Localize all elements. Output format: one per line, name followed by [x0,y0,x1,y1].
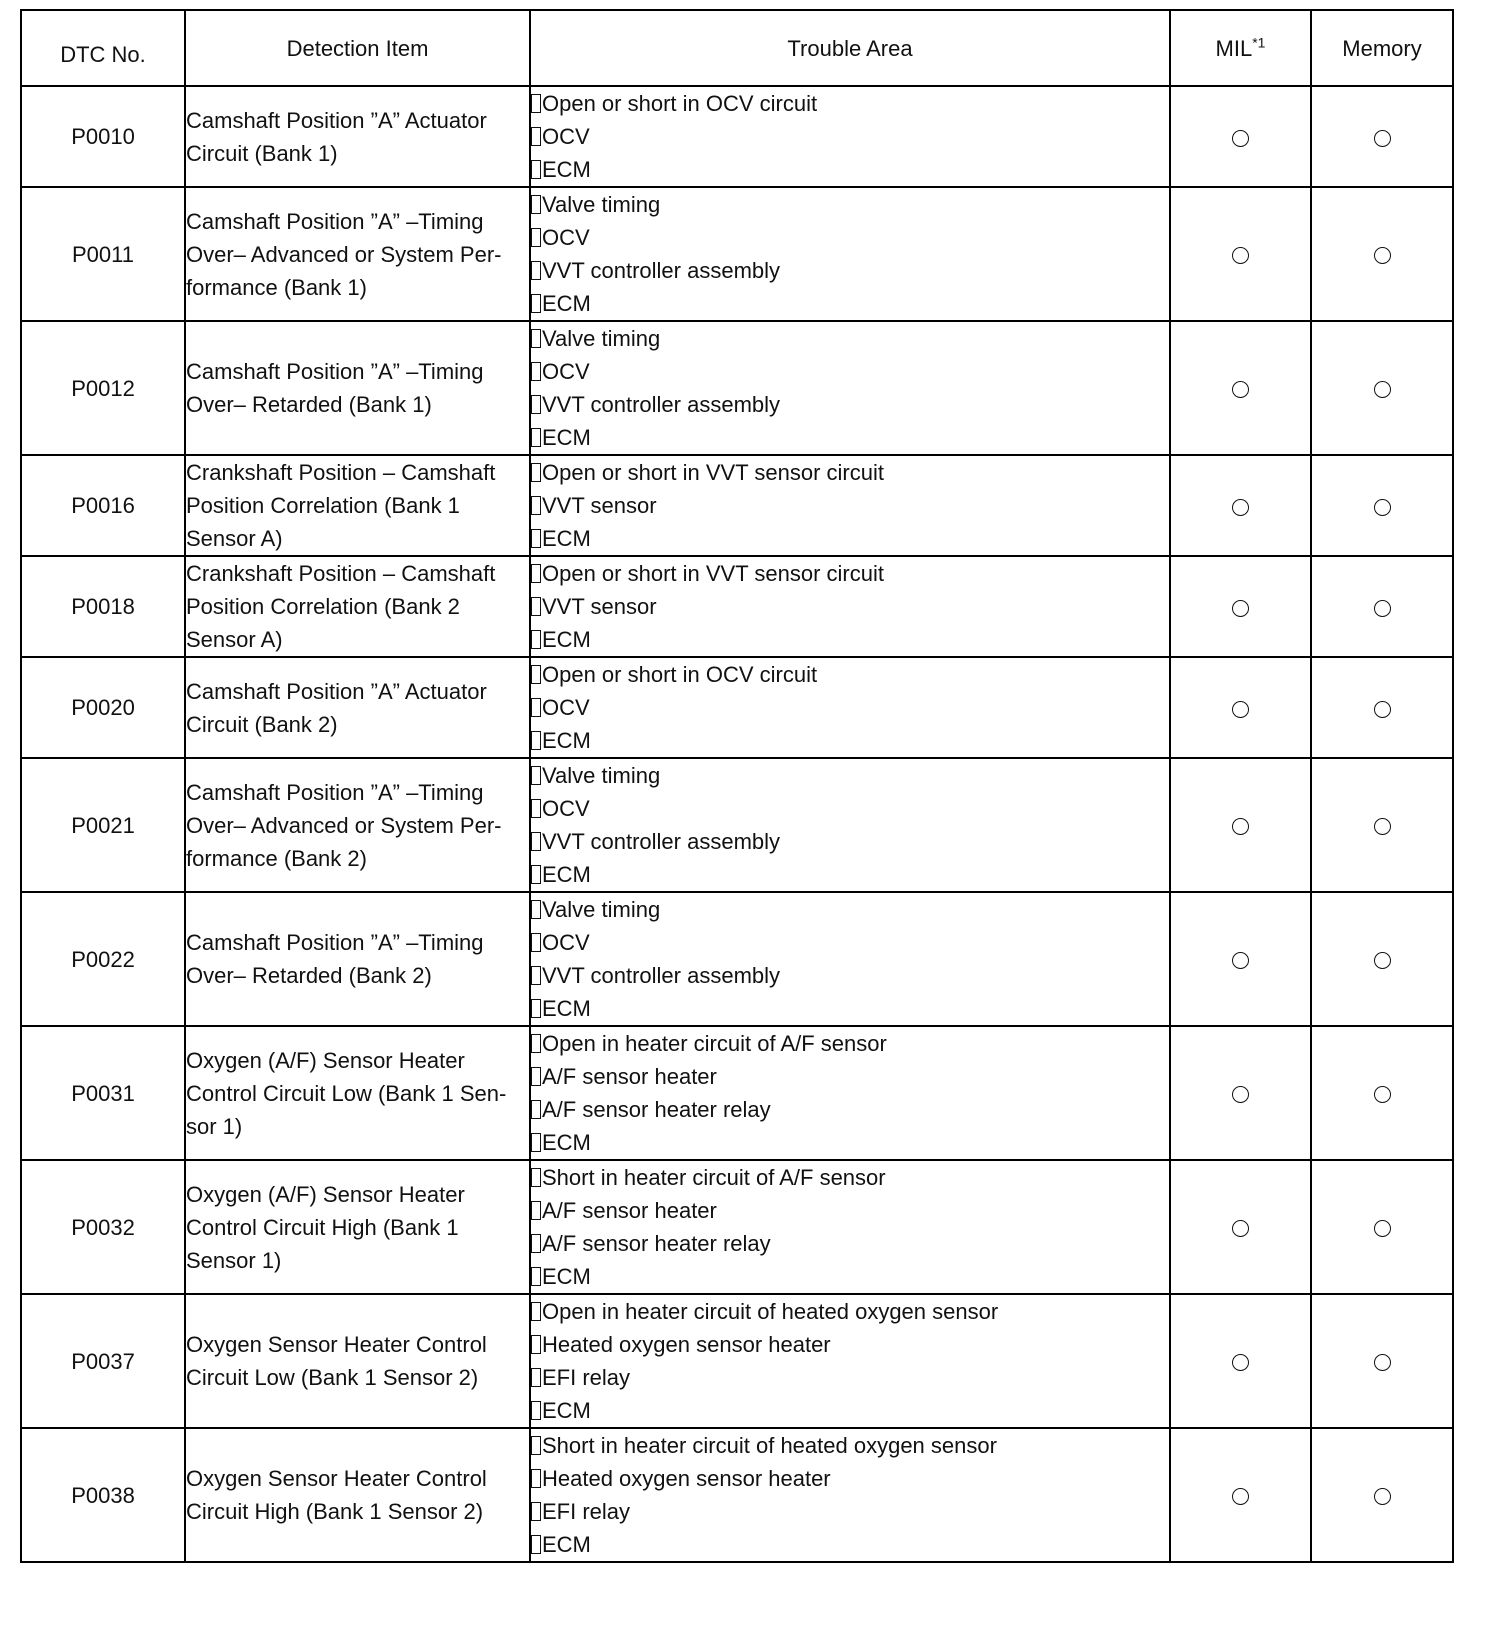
trouble-area-text: ECM [542,862,591,887]
bullet-box-icon [531,160,541,179]
mil-circle-icon [1232,1488,1249,1505]
trouble-area-item [531,959,1169,992]
trouble-area-cell [530,1294,1170,1428]
bullet-box-icon [531,731,541,750]
trouble-area-text: VVT controller assembly [542,829,781,854]
bullet-box-icon [531,294,541,313]
dtc-code: P0012 [21,321,185,455]
trouble-area-text: ECM [542,425,591,450]
trouble-area-item [531,1027,1169,1060]
bullet-box-icon [531,999,541,1018]
mil-cell [1170,657,1311,758]
trouble-area-text: Valve timing [542,326,661,351]
mil-circle-icon [1232,1354,1249,1371]
table-row [21,1160,1453,1294]
trouble-area-text: ECM [542,157,591,182]
trouble-area-text: OCV [542,124,590,149]
trouble-area-item [531,1394,1169,1427]
bullet-box-icon [531,463,541,482]
trouble-area-text: Open or short in VVT sensor circuit [542,561,884,586]
trouble-area-text: VVT sensor [542,594,657,619]
bullet-box-icon [531,1469,541,1488]
memory-circle-icon [1374,1220,1391,1237]
trouble-area-text: OCV [542,695,590,720]
detection-item: Camshaft Position ”A” –Timing Over– Advanced or System Per- formance (Bank 2) [185,758,530,892]
detection-item: Camshaft Position ”A” Actuator Circuit (Bank 1) [185,86,530,187]
trouble-area-text: ECM [542,1264,591,1289]
bullet-box-icon [531,127,541,146]
trouble-area-cell [530,1026,1170,1160]
memory-circle-icon [1374,130,1391,147]
memory-circle-icon [1374,1488,1391,1505]
trouble-area-text: OCV [542,359,590,384]
bullet-box-icon [531,865,541,884]
mil-cell [1170,1428,1311,1562]
trouble-area-item [531,421,1169,454]
trouble-area-text: ECM [542,1130,591,1155]
bullet-box-icon [531,329,541,348]
trouble-area-item [531,623,1169,656]
dtc-code: P0020 [21,657,185,758]
trouble-area-item [531,691,1169,724]
dtc-code: P0011 [21,187,185,321]
trouble-area-text: Short in heater circuit of heated oxygen sensor [542,1433,997,1458]
table-body [21,86,1453,1562]
bullet-box-icon [531,1535,541,1554]
bullet-box-icon [531,1100,541,1119]
table-row [21,1428,1453,1562]
dtc-code: P0022 [21,892,185,1026]
mil-cell [1170,556,1311,657]
bullet-box-icon [531,1335,541,1354]
bullet-box-icon [531,1401,541,1420]
bullet-box-icon [531,933,541,952]
header-dtc-no [21,10,185,86]
memory-circle-icon [1374,1354,1391,1371]
trouble-area-item [531,221,1169,254]
memory-circle-icon [1374,701,1391,718]
trouble-area-text: OCV [542,796,590,821]
trouble-area-text: EFI relay [542,1365,631,1390]
bullet-box-icon [531,228,541,247]
memory-cell [1311,657,1453,758]
mil-circle-icon [1232,1220,1249,1237]
table-row [21,1026,1453,1160]
memory-cell [1311,455,1453,556]
mil-cell [1170,1294,1311,1428]
trouble-area-text: A/F sensor heater relay [542,1231,771,1256]
detection-item: Oxygen Sensor Heater Control Circuit Low (Bank 1 Sensor 2) [185,1294,530,1428]
bullet-box-icon [531,1067,541,1086]
bullet-box-icon [531,1302,541,1321]
memory-cell [1311,187,1453,321]
bullet-box-icon [531,1133,541,1152]
bullet-box-icon [531,1436,541,1455]
bullet-box-icon [531,1368,541,1387]
bullet-box-icon [531,698,541,717]
memory-cell [1311,1160,1453,1294]
trouble-area-item [531,153,1169,186]
memory-cell [1311,556,1453,657]
mil-cell [1170,758,1311,892]
bullet-box-icon [531,195,541,214]
trouble-area-item [531,1060,1169,1093]
mil-cell [1170,321,1311,455]
trouble-area-item [531,759,1169,792]
table-row [21,556,1453,657]
bullet-box-icon [531,261,541,280]
detection-item: Crankshaft Position – Camshaft Position Correlation (Bank 1 Sensor A) [185,455,530,556]
trouble-area-text: A/F sensor heater [542,1064,717,1089]
trouble-area-cell [530,455,1170,556]
bullet-box-icon [531,564,541,583]
trouble-area-item [531,1161,1169,1194]
trouble-area-cell [530,892,1170,1026]
header-mil-label: MIL [1215,35,1253,61]
dtc-table [20,9,1454,1563]
header-mil-footnote: *1 [1252,34,1266,51]
trouble-area-cell [530,1428,1170,1562]
trouble-area-item [531,456,1169,489]
dtc-code: P0016 [21,455,185,556]
trouble-area-item [531,1361,1169,1394]
trouble-area-cell [530,1160,1170,1294]
memory-circle-icon [1374,952,1391,969]
dtc-code: P0018 [21,556,185,657]
mil-circle-icon [1232,818,1249,835]
bullet-box-icon [531,1201,541,1220]
memory-circle-icon [1374,381,1391,398]
trouble-area-item [531,1093,1169,1126]
trouble-area-text: VVT sensor [542,493,657,518]
trouble-area-item [531,858,1169,891]
trouble-area-item [531,658,1169,691]
trouble-area-cell [530,321,1170,455]
trouble-area-text: Open or short in OCV circuit [542,91,818,116]
header-dtc-no-label: DTC No. [60,41,146,67]
trouble-area-text: VVT controller assembly [542,258,781,283]
trouble-area-cell [530,758,1170,892]
trouble-area-text: A/F sensor heater relay [542,1097,771,1122]
mil-circle-icon [1232,499,1249,516]
dtc-code: P0031 [21,1026,185,1160]
trouble-area-item [531,1194,1169,1227]
trouble-area-text: OCV [542,930,590,955]
trouble-area-cell [530,556,1170,657]
trouble-area-item [531,489,1169,522]
table-row [21,321,1453,455]
bullet-box-icon [531,94,541,113]
trouble-area-text: ECM [542,728,591,753]
memory-circle-icon [1374,818,1391,835]
trouble-area-item [531,522,1169,555]
mil-circle-icon [1232,1086,1249,1103]
detection-item: Camshaft Position ”A” Actuator Circuit (Bank 2) [185,657,530,758]
detection-item: Camshaft Position ”A” –Timing Over– Advanced or System Per- formance (Bank 1) [185,187,530,321]
memory-circle-icon [1374,1086,1391,1103]
trouble-area-item [531,1462,1169,1495]
detection-item: Camshaft Position ”A” –Timing Over– Retarded (Bank 2) [185,892,530,1026]
mil-cell [1170,187,1311,321]
table-row [21,657,1453,758]
trouble-area-text: VVT controller assembly [542,392,781,417]
memory-cell [1311,1428,1453,1562]
trouble-area-item [531,1429,1169,1462]
trouble-area-text: Open or short in VVT sensor circuit [542,460,884,485]
trouble-area-item [531,1528,1169,1561]
trouble-area-text: Open in heater circuit of A/F sensor [542,1031,887,1056]
trouble-area-item [531,1328,1169,1361]
detection-item: Oxygen Sensor Heater Control Circuit High (Bank 1 Sensor 2) [185,1428,530,1562]
mil-circle-icon [1232,381,1249,398]
header-detection-item: Detection Item [185,10,530,86]
trouble-area-item [531,322,1169,355]
trouble-area-item [531,1295,1169,1328]
header-trouble-area: Trouble Area [530,10,1170,86]
trouble-area-item [531,1495,1169,1528]
trouble-area-text: A/F sensor heater [542,1198,717,1223]
trouble-area-item [531,188,1169,221]
bullet-box-icon [531,529,541,548]
bullet-box-icon [531,1168,541,1187]
memory-cell [1311,1026,1453,1160]
mil-circle-icon [1232,600,1249,617]
trouble-area-item [531,1126,1169,1159]
mil-circle-icon [1232,952,1249,969]
dtc-code: P0032 [21,1160,185,1294]
bullet-box-icon [531,630,541,649]
trouble-area-item [531,992,1169,1025]
trouble-area-text: Open in heater circuit of heated oxygen sensor [542,1299,999,1324]
trouble-area-item [531,1227,1169,1260]
bullet-box-icon [531,597,541,616]
mil-circle-icon [1232,701,1249,718]
mil-circle-icon [1232,247,1249,264]
table-row [21,758,1453,892]
bullet-box-icon [531,1267,541,1286]
trouble-area-item [531,926,1169,959]
mil-cell [1170,455,1311,556]
trouble-area-item [531,287,1169,320]
trouble-area-text: Valve timing [542,763,661,788]
bullet-box-icon [531,1502,541,1521]
header-mil [1170,10,1311,86]
memory-circle-icon [1374,600,1391,617]
trouble-area-text: ECM [542,291,591,316]
bullet-box-icon [531,799,541,818]
detection-item: Crankshaft Position – Camshaft Position Correlation (Bank 2 Sensor A) [185,556,530,657]
trouble-area-text: EFI relay [542,1499,631,1524]
trouble-area-text: OCV [542,225,590,250]
bullet-box-icon [531,1034,541,1053]
trouble-area-item [531,590,1169,623]
trouble-area-text: VVT controller assembly [542,963,781,988]
trouble-area-text: Valve timing [542,192,661,217]
bullet-box-icon [531,1234,541,1253]
detection-item: Oxygen (A/F) Sensor Heater Control Circuit Low (Bank 1 Sen- sor 1) [185,1026,530,1160]
memory-circle-icon [1374,247,1391,264]
table-row [21,86,1453,187]
mil-circle-icon [1232,130,1249,147]
dtc-code: P0038 [21,1428,185,1562]
trouble-area-cell [530,657,1170,758]
bullet-box-icon [531,900,541,919]
header-memory: Memory [1311,10,1453,86]
trouble-area-text: Open or short in OCV circuit [542,662,818,687]
detection-item: Oxygen (A/F) Sensor Heater Control Circuit High (Bank 1 Sensor 1) [185,1160,530,1294]
trouble-area-item [531,254,1169,287]
trouble-area-text: Short in heater circuit of A/F sensor [542,1165,886,1190]
trouble-area-text: ECM [542,627,591,652]
trouble-area-cell [530,86,1170,187]
bullet-box-icon [531,665,541,684]
memory-cell [1311,892,1453,1026]
table-row [21,187,1453,321]
mil-cell [1170,1160,1311,1294]
bullet-box-icon [531,428,541,447]
trouble-area-item [531,825,1169,858]
trouble-area-text: Valve timing [542,897,661,922]
trouble-area-item [531,557,1169,590]
memory-cell [1311,321,1453,455]
table-row [21,455,1453,556]
trouble-area-cell [530,187,1170,321]
bullet-box-icon [531,496,541,515]
trouble-area-text: Heated oxygen sensor heater [542,1332,831,1357]
trouble-area-item [531,355,1169,388]
bullet-box-icon [531,832,541,851]
trouble-area-item [531,87,1169,120]
mil-cell [1170,892,1311,1026]
table-header-row [21,10,1453,86]
memory-cell [1311,758,1453,892]
trouble-area-item [531,388,1169,421]
memory-cell [1311,1294,1453,1428]
dtc-code: P0021 [21,758,185,892]
trouble-area-text: Heated oxygen sensor heater [542,1466,831,1491]
trouble-area-item [531,792,1169,825]
trouble-area-item [531,724,1169,757]
bullet-box-icon [531,966,541,985]
memory-circle-icon [1374,499,1391,516]
table-row [21,1294,1453,1428]
table-row [21,892,1453,1026]
mil-cell [1170,1026,1311,1160]
trouble-area-item [531,893,1169,926]
mil-cell [1170,86,1311,187]
trouble-area-text: ECM [542,526,591,551]
trouble-area-item [531,120,1169,153]
memory-cell [1311,86,1453,187]
trouble-area-item [531,1260,1169,1293]
bullet-box-icon [531,362,541,381]
bullet-box-icon [531,395,541,414]
trouble-area-text: ECM [542,1398,591,1423]
bullet-box-icon [531,766,541,785]
dtc-code: P0010 [21,86,185,187]
trouble-area-text: ECM [542,1532,591,1557]
dtc-code: P0037 [21,1294,185,1428]
trouble-area-text: ECM [542,996,591,1021]
detection-item: Camshaft Position ”A” –Timing Over– Retarded (Bank 1) [185,321,530,455]
